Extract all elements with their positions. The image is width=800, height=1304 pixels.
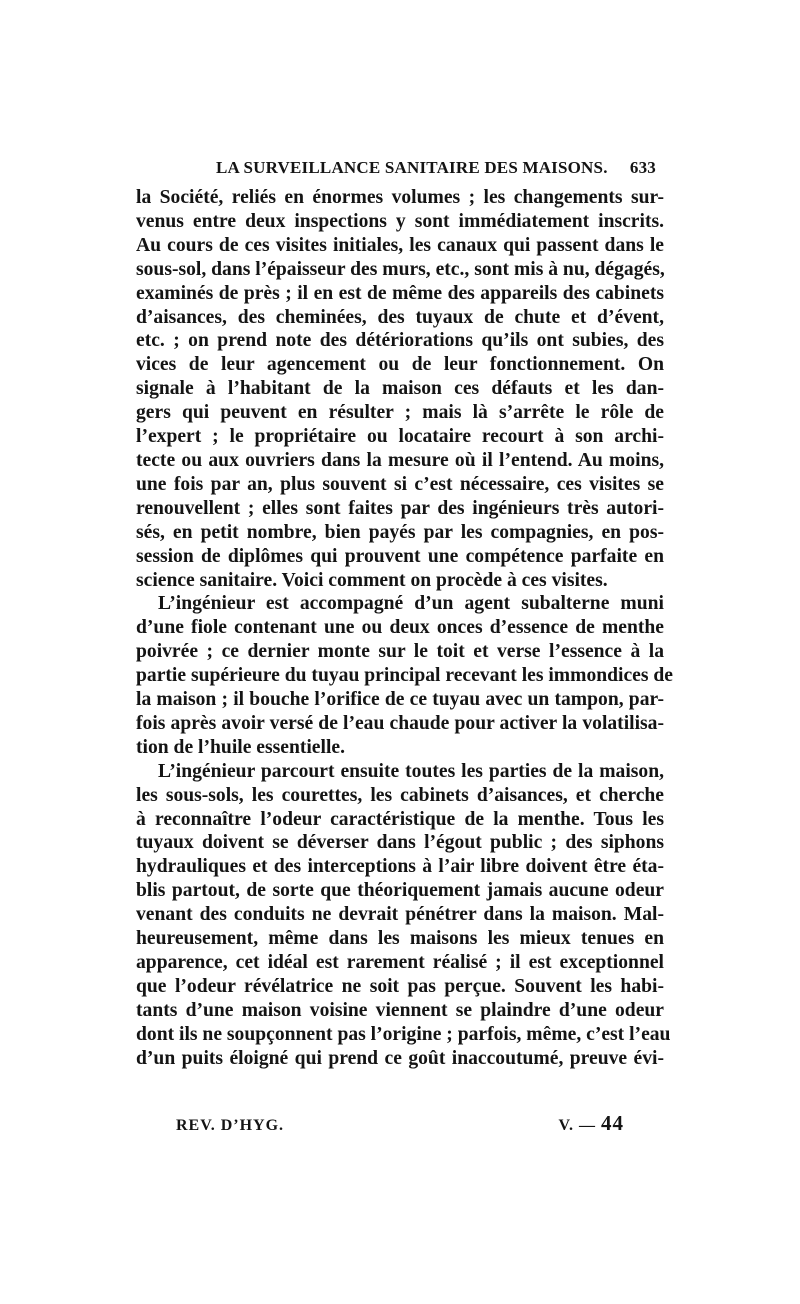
text-line: tuyaux doivent se déverser dans l’égout public ; des siphons (136, 832, 664, 854)
text-line: à reconnaître l’odeur caractéristique de la menthe. Tous les (136, 808, 664, 830)
sheet-number: 44 (601, 1111, 624, 1135)
text-line: examinés de près ; il en est de même des appareils des cabinets (136, 282, 664, 304)
text-line: fois après avoir versé de l’eau chaude pour activer la volatilisa- (136, 712, 664, 734)
paragraph-start-line: L’ingénieur parcourt ensuite toutes les parties de la maison, (158, 760, 664, 782)
text-line: venant des conduits ne devrait pénétrer dans la maison. Mal- (136, 904, 664, 926)
text-line: d’aisances, des cheminées, des tuyaux de chute et d’évent, (136, 306, 664, 328)
text-line: signale à l’habitant de la maison ces défauts et les dan- (136, 378, 664, 400)
text-line: sés, en petit nombre, bien payés par les compagnies, en pos- (136, 521, 664, 543)
text-line: que l’odeur révélatrice ne soit pas perçue. Souvent les habi- (136, 975, 664, 997)
text-line: gers qui peuvent en résulter ; mais là s’arrête le rôle de (136, 402, 664, 424)
paragraph-end-line: tion de l’huile essentielle. (136, 736, 345, 758)
volume-label: V. — (558, 1117, 596, 1134)
text-line: les sous-sols, les courettes, les cabinets d’aisances, et cherche (136, 784, 664, 806)
text-line: blis partout, de sorte que théoriquement jamais aucune odeur (136, 880, 664, 902)
paragraph-start-line: L’ingénieur est accompagné d’un agent subalterne muni (158, 593, 664, 615)
text-line: la Société, reliés en énormes volumes ; les changements sur- (136, 187, 664, 208)
page-number: 633 (629, 158, 656, 177)
page-footer (176, 1111, 624, 1136)
text-line: tecte ou aux ouvriers dans la mesure où il l’entend. Au moins, (136, 449, 664, 471)
text-line: heureusement, même dans les maisons les mieux tenues en (136, 928, 664, 950)
text-line: hydrauliques et des interceptions à l’air libre doivent être éta- (136, 856, 664, 878)
text-line: etc. ; on prend note des détériorations qu’ils ont subies, des (136, 330, 664, 352)
text-line: d’un puits éloigné qui prend ce goût inaccoutumé, preuve évi- (136, 1047, 664, 1069)
text-line: apparence, cet idéal est rarement réalisé ; il est exceptionnel (136, 952, 664, 973)
text-line: partie supérieure du tuyau principal recevant les immondices de (136, 665, 674, 687)
text-line: la maison ; il bouche l’orifice de ce tuyau avec un tampon, par- (136, 689, 664, 711)
text-line: renouvellent ; elles sont faites par des ingénieurs très autori- (136, 497, 664, 519)
text-line: une fois par an, plus souvent si c’est nécessaire, ces visites se (136, 473, 664, 495)
text-line: sous-sol, dans l’épaisseur des murs, etc., sont mis à nu, dégagés, (136, 258, 665, 280)
text-line: l’expert ; le propriétaire ou locataire recourt à son archi- (136, 426, 664, 448)
text-line: d’une fiole contenant une ou deux onces d’essence de menthe (136, 617, 664, 639)
body-text (136, 186, 674, 1071)
volume-signature (559, 1111, 625, 1136)
journal-signature: REV. D’HYG. (176, 1117, 285, 1134)
running-title: LA SURVEILLANCE SANITAIRE DES MAISONS. (216, 158, 608, 177)
text-line: Au cours de ces visites initiales, les canaux qui passent dans le (136, 234, 664, 256)
text-line: tants d’une maison voisine viennent se plaindre d’une odeur (136, 999, 664, 1021)
text-line: vices de leur agencement ou de leur fonctionnement. On (136, 354, 664, 376)
text-line: dont ils ne soupçonnent pas l’origine ; parfois, même, c’est l’eau (136, 1023, 671, 1045)
text-line: session de diplômes qui prouvent une compétence parfaite en (136, 545, 664, 567)
paragraph-end-line: science sanitaire. Voici comment on procède à ces visites. (136, 569, 608, 591)
running-header (216, 158, 656, 178)
text-line: venus entre deux inspections y sont immédiatement inscrits. (136, 210, 664, 232)
text-line: poivrée ; ce dernier monte sur le toit et verse l’essence à la (136, 641, 664, 663)
